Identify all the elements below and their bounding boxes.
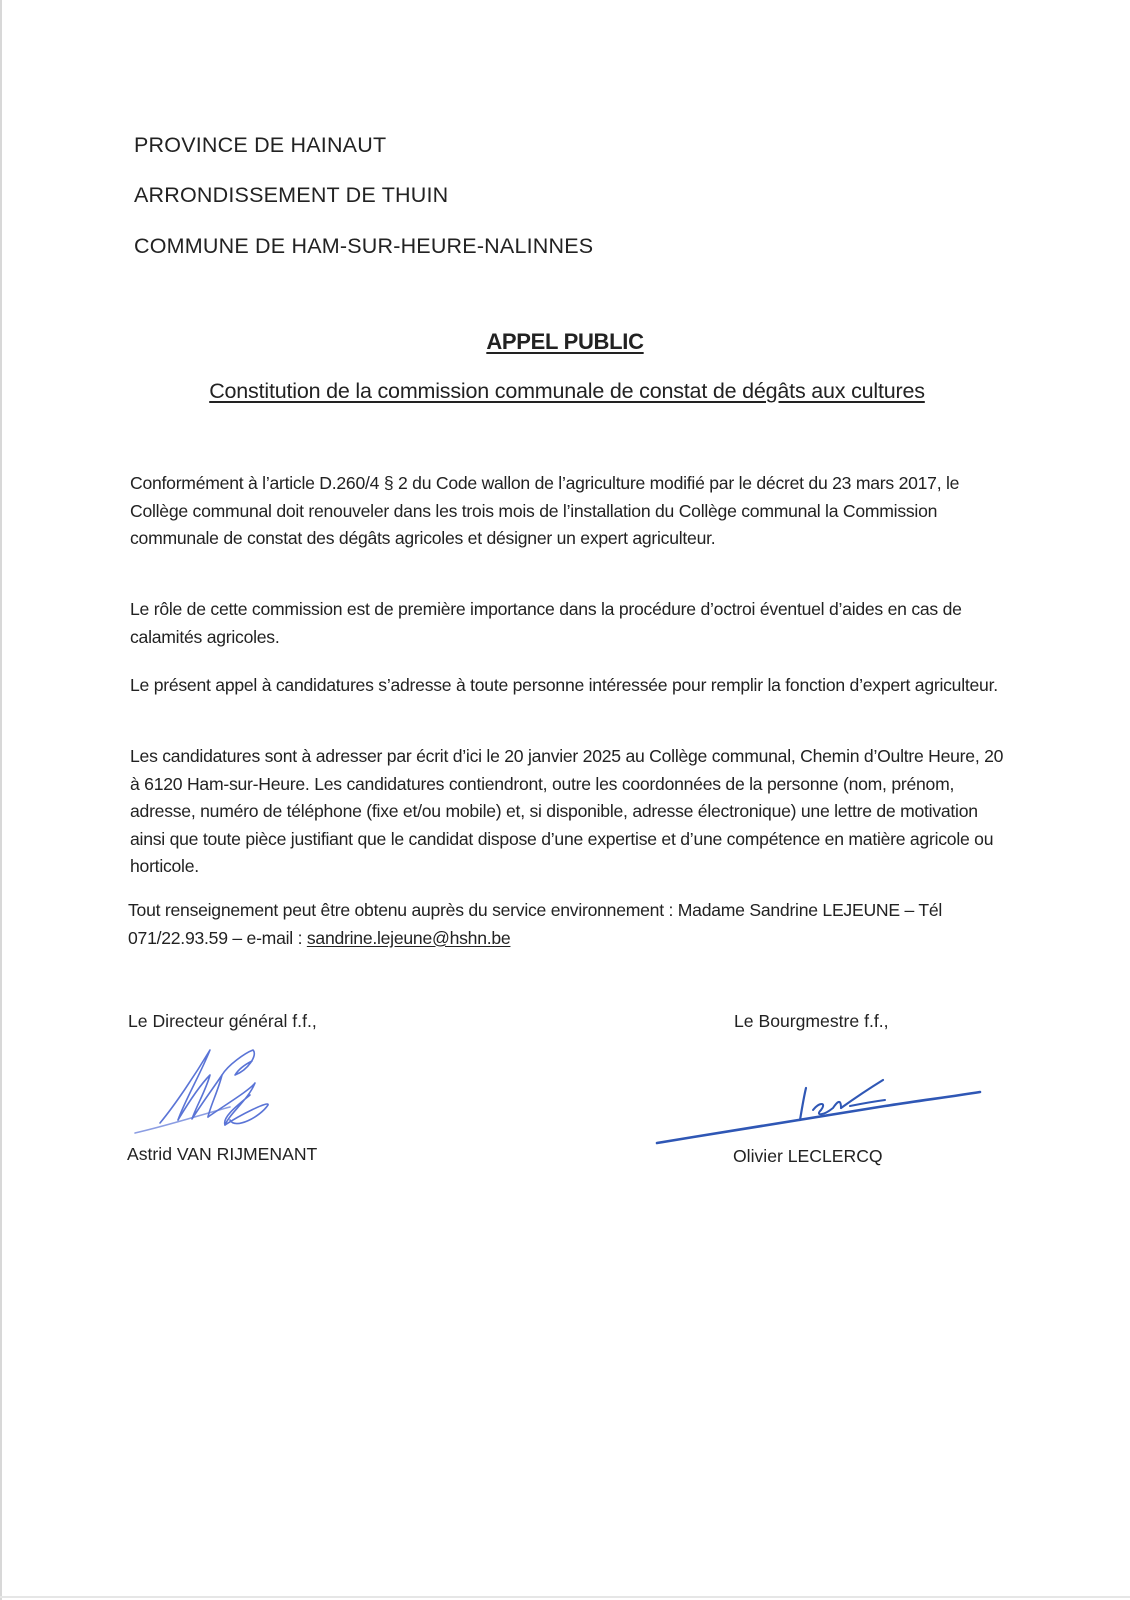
paragraph-contact [128, 897, 1008, 952]
scan-edge-left [0, 0, 2, 1600]
signatory-right-role: Le Bourgmestre f.f., [734, 1011, 889, 1031]
signature-left [130, 1045, 290, 1145]
paragraph-commission-role: Le rôle de cette commission est de première importance dans la procédure d’octroi éventuel d’aides en cas de calamités agricoles. [130, 599, 962, 647]
signatory-left-name: Astrid VAN RIJMENANT [127, 1144, 318, 1164]
paragraph-legal-basis: Conformément à l’article D.260/4 § 2 du Code wallon de l’agriculture modifié par le décret du 23 mars 2017, le Collège communal doit renouveler dans les trois mois de l’installation du Collège communal la Commission communale de constat des dégâts agricoles et désigner un expert agriculteur. [130, 473, 960, 548]
paragraph-application-instructions: Les candidatures sont à adresser par écrit d’ici le 20 janvier 2025 au Collège communal, Chemin d’Oultre Heure, 20 à 6120 Ham-sur-Heure. Les candidatures contiendront, outre les coordonnées de la personne (nom, prénom, adresse, numéro de téléphone (fixe et/ou mobile) et, si disponible, adresse électronique) une lettre de motivation ainsi que toute pièce justifiant que le candidat dispose d’une expertise et d’une compétence en matière agricole ou horticole. [130, 746, 1004, 876]
paragraph-call-for-candidates: Le présent appel à candidatures s’adresse à toute personne intéressée pour remplir la fonction d’expert agriculteur. [130, 675, 998, 695]
document-subtitle-text: Constitution de la commission communale de constat de dégâts aux cultures [209, 379, 925, 403]
contact-text: Tout renseignement peut être obtenu auprès du service environnement : Madame Sandrine LEJEUNE – Tél 071/22.93.59 – e-mail : [128, 900, 943, 948]
signatory-left-role: Le Directeur général f.f., [128, 1011, 317, 1031]
signatory-right-name: Olivier LECLERCQ [733, 1146, 883, 1166]
signature-right [655, 1068, 985, 1148]
document-title: APPEL PUBLIC [486, 329, 644, 354]
contact-email-link[interactable]: sandrine.lejeune@hshn.be [306, 927, 511, 948]
document-subtitle [0, 379, 1130, 404]
header-commune: COMMUNE DE HAM-SUR-HEURE-NALINNES [134, 234, 594, 258]
scan-edge-bottom [0, 1596, 1130, 1598]
header-arrondissement: ARRONDISSEMENT DE THUIN [134, 183, 449, 207]
header-province: PROVINCE DE HAINAUT [134, 133, 387, 157]
